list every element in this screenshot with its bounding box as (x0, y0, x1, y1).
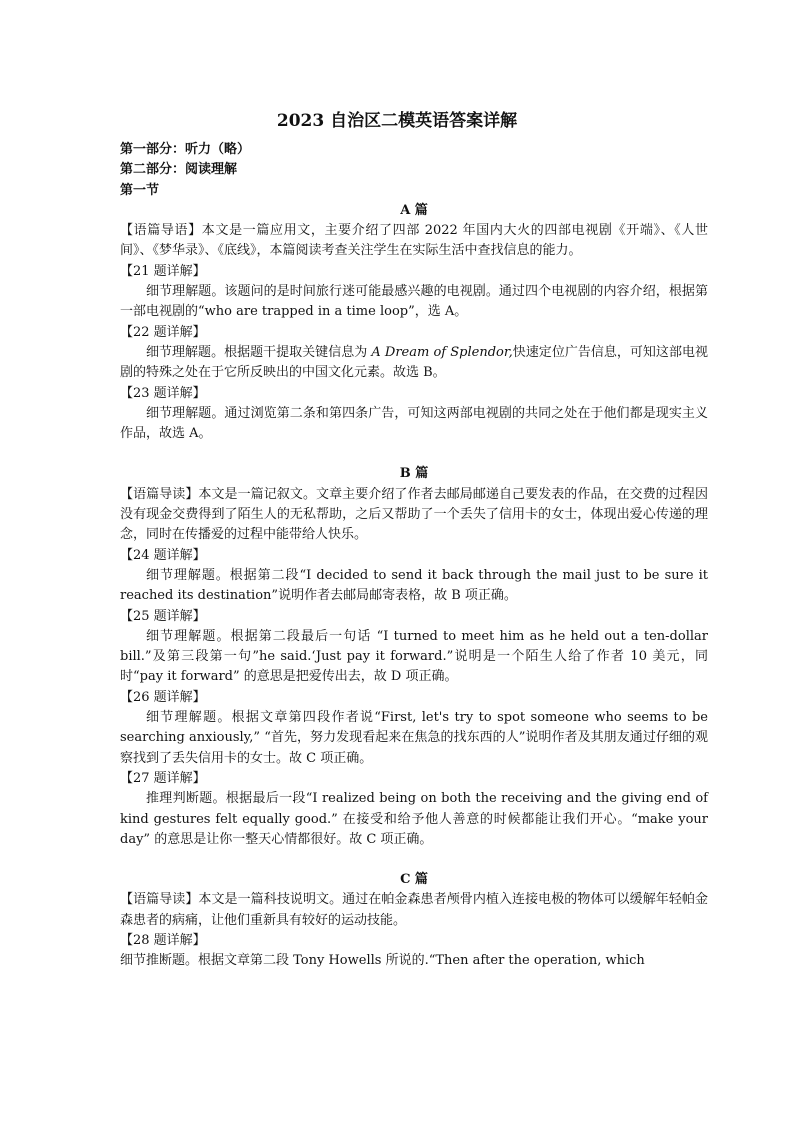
q25-label: 【25 题详解】 (120, 608, 206, 624)
q22-text-post: 快速定位广告信息，可知这部电视剧的特殊之处在于它所反映出的中国文化元素。故选 B。 (120, 344, 708, 381)
q23-explanation: 细节理解题。通过浏览第二条和第四条广告，可知这两部电视剧的共同之处在于他们都是现实主义作品，故选 A。 (120, 405, 708, 442)
q22-label: 【22 题详解】 (120, 324, 206, 340)
q27-explanation: 推理判断题。根据最后一段“I realized being on both the receiving and the giving end of kind gestures felt equally good.” 在接受和给予他人善意的时候都能让我们开心。“make your day” 的意思是让你一整天心情都很好。故 C 项正确。 (120, 791, 708, 847)
q24-explanation: 细节理解题。根据第二段“I decided to send it back through the mail just to be sure it reached its destination”说明作者去邮局邮寄表格，故 B 项正确。 (120, 567, 708, 604)
q23-label: 【23 题详解】 (120, 385, 206, 401)
q27-label: 【27 题详解】 (120, 770, 206, 786)
section1-heading: 第一节 (120, 182, 160, 198)
passage-c-heading: C 篇 (400, 872, 428, 888)
q28-label: 【28 题详解】 (120, 932, 206, 948)
q21-label: 【21 题详解】 (120, 263, 206, 279)
q22-explanation (120, 343, 708, 384)
q21-explanation: 细节理解题。该题问的是时间旅行迷可能最感兴趣的电视剧。通过四个电视剧的内容介绍，根据第一部电视剧的“who are trapped in a time loop”，选 A。 (120, 284, 708, 320)
page-title: 2023 自治区二模英语答案详解 (276, 111, 518, 131)
section-gap (120, 444, 708, 464)
passage-b-heading: B 篇 (399, 466, 429, 482)
q25-explanation: 细节理解题。根据第二段最后一句话 “I turned to meet him as he held out a ten-dollar bill.”及第三段第一句”he said.‘Just pay it forward.”说明是一个陌生人给了作者 10 美元，同时“pay it forward” 的意思是把爱传出去，故 D 项正确。 (120, 628, 708, 685)
section-gap (120, 850, 708, 870)
q26-explanation: 细节理解题。根据文章第四段作者说“First, let's try to spot someone who seems to be searching anxiously,” “首先，努力发现看起来在焦急的找东西的人”说明作者及其朋友通过仔细的观察找到了丢失信用卡的女士。故 C 项正确。 (120, 710, 708, 766)
q22-text-pre: 细节理解题。根据题干提取关键信息为 (146, 344, 372, 360)
passage-b-guide: 【语篇导读】本文是一篇记叙文。文章主要介绍了作者去邮局邮递自己要发表的作品，在交费的过程因没有现金交费得到了陌生人的无私帮助，之后又帮助了一个丢失了信用卡的女士，体现出爱心传递的理念，同时在传播爱的过程中能带给人快乐。 (120, 486, 708, 543)
passage-c-guide: 【语篇导读】本文是一篇科技说明文。通过在帕金森患者颅骨内植入连接电极的物体可以缓解年轻帕金森患者的病痛，让他们重新具有较好的运动技能。 (120, 892, 708, 928)
part1-heading: 第一部分：听力（略） (120, 142, 251, 157)
q22-title-italic: A Dream of Splendor, (371, 344, 513, 360)
q28-explanation: 细节推断题。根据文章第二段 Tony Howells 所说的.“Then after the operation, which (120, 953, 645, 969)
q26-label: 【26 题详解】 (120, 689, 206, 705)
q24-label: 【24 题详解】 (120, 547, 206, 563)
passage-a-guide: 【语篇导语】本文是一篇应用文，主要介绍了四部 2022 年国内大火的四部电视剧《开端》、《人世间》、《梦华录》、《底线》，本篇阅读考查关注学生在实际生活中查找信息的能力。 (120, 223, 708, 259)
document-body (120, 140, 708, 972)
passage-a-heading: A 篇 (400, 202, 428, 218)
part2-heading: 第二部分：阅读理解 (120, 162, 238, 178)
